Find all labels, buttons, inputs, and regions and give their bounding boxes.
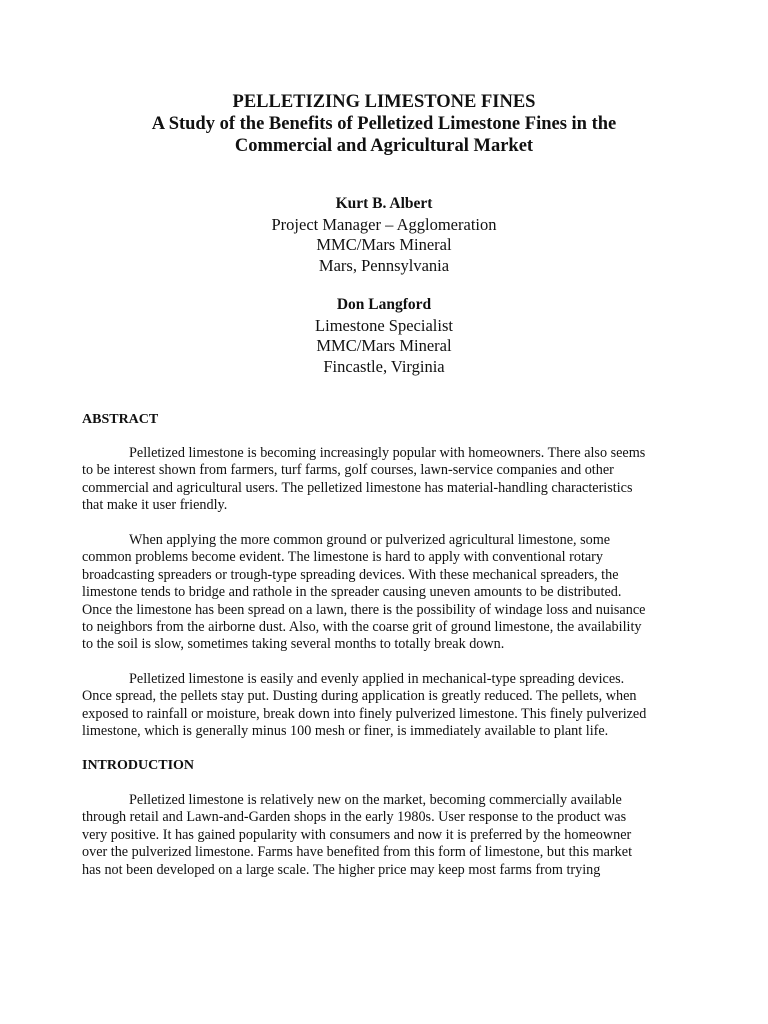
- paragraph-line: When applying the more common ground or pulverized agricultural limestone, some: [129, 532, 611, 548]
- paragraph-line: Once spread, the pellets stay put. Dusting during application is greatly reduced. The pellets, when: [82, 688, 637, 705]
- abstract-paragraph-3: [82, 671, 646, 741]
- abstract-paragraph-1: [82, 445, 645, 515]
- author-organization: MMC/Mars Mineral: [316, 235, 452, 254]
- introduction-paragraph-1: [82, 792, 632, 879]
- paragraph-line: over the pulverized limestone. Farms have benefited from this form of limestone, but this market: [82, 844, 633, 861]
- paragraph-line: common problems become evident. The limestone is hard to apply with conventional rotary: [82, 549, 604, 566]
- paragraph-line: that make it user friendly.: [82, 497, 228, 514]
- paragraph-line: very positive. It has gained popularity with consumers and now it is preferred by the homeowner: [82, 826, 632, 843]
- paragraph-line: to be interest shown from farmers, turf farms, golf courses, lawn-service companies and other: [82, 462, 614, 479]
- title-line-2: A Study of the Benefits of Pelletized Limestone Fines in the: [151, 114, 617, 134]
- author-role: Limestone Specialist: [315, 315, 453, 335]
- author-name: Don Langford: [336, 296, 432, 313]
- author-block-2: [0, 295, 768, 377]
- document-title: [0, 91, 768, 157]
- author-name: Kurt B. Albert: [335, 195, 433, 212]
- paragraph-line: commercial and agricultural users. The pelletized limestone has material-handling characteristics: [82, 479, 633, 496]
- paragraph-line: limestone, which is generally minus 100 mesh or finer, is immediately available to plant life.: [82, 723, 609, 740]
- paragraph-line: Once the limestone has been spread on a lawn, there is the possibility of windage loss and nuisance: [82, 601, 646, 618]
- paragraph-line: has not been developed on a large scale. The higher price may keep most farms from trying: [82, 861, 601, 878]
- title-line-3: Commercial and Agricultural Market: [234, 136, 534, 156]
- paragraph-line: exposed to rainfall or moisture, break down into finely pulverized limestone. This finely pulverized: [82, 705, 647, 722]
- title-line-1: PELLETIZING LIMESTONE FINES: [232, 92, 536, 112]
- section-heading-abstract: ABSTRACT: [82, 412, 159, 427]
- author-organization: MMC/Mars Mineral: [316, 336, 452, 355]
- author-block-1: [0, 194, 768, 276]
- author-role: Project Manager – Agglomeration: [271, 214, 497, 234]
- paragraph-line: Pelletized limestone is becoming increasingly popular with homeowners. There also seems: [129, 445, 646, 461]
- paragraph-line: to neighbors from the airborne dust. Also, with the coarse grit of ground limestone, the availability: [82, 619, 642, 636]
- paragraph-line: Pelletized limestone is easily and evenly applied in mechanical-type spreading devices.: [129, 671, 625, 687]
- paragraph-line: limestone tends to bridge and rathole in the spreader causing uneven amounts to be distributed.: [82, 584, 622, 601]
- author-location: Mars, Pennsylvania: [318, 255, 450, 275]
- section-heading-introduction: INTRODUCTION: [82, 758, 195, 773]
- paragraph-line: broadcasting spreaders or trough-type spreading devices. With these mechanical spreaders, the: [82, 566, 619, 583]
- paragraph-line: through retail and Lawn-and-Garden shops in the early 1980s. User response to the product was: [82, 809, 627, 826]
- paragraph-line: to the soil is slow, sometimes taking several months to totally break down.: [82, 636, 505, 653]
- author-location: Fincastle, Virginia: [323, 356, 445, 376]
- paragraph-line: Pelletized limestone is relatively new on the market, becoming commercially available: [129, 792, 622, 808]
- abstract-paragraph-2: [82, 532, 645, 654]
